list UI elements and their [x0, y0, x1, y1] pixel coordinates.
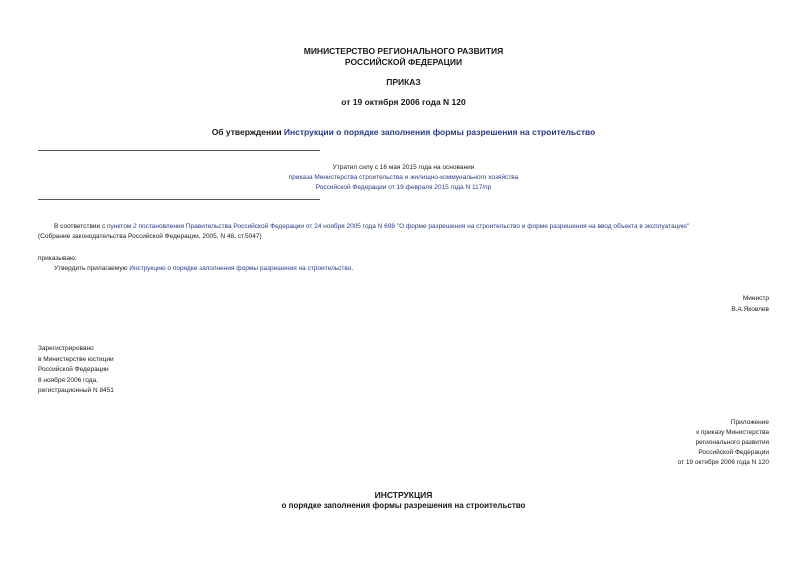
p2-start: Утвердить прилагаемую	[54, 265, 130, 272]
registration-line-3: Российской Федерации	[38, 366, 109, 373]
instruction-subtitle: о порядке заполнения формы разрешения на строительство	[281, 501, 526, 510]
notice-link-line-3[interactable]: Российской Федерации от 19 февраля 2015 года N 117/пр	[315, 184, 492, 191]
registration-line-5: регистрационный N 8451	[38, 387, 114, 394]
notice-line-1: Утратил силу с 16 мая 2015 года на основании	[332, 164, 475, 171]
document-title	[0, 127, 807, 137]
ministry-line-1: МИНИСТЕРСТВО РЕГИОНАЛЬНОГО РАЗВИТИЯ	[303, 46, 504, 56]
appendix-line-1: Приложение	[730, 419, 769, 426]
title-prefix: Об утверждении	[211, 127, 284, 137]
p1-start: В соответствии с	[54, 223, 108, 230]
notice-link-line-2[interactable]: приказа Министерства строительства и жилищно-коммунального хозяйства	[288, 174, 519, 181]
divider-top	[38, 150, 320, 151]
doc-date: от 19 октября 2006 года N 120	[341, 97, 466, 107]
paragraph-1	[54, 223, 689, 230]
p2-end: .	[351, 265, 354, 272]
appendix-line-5: от 19 октября 2006 года N 120	[677, 459, 769, 466]
signature-name: В.А.Яковлев	[731, 306, 769, 313]
paragraph-1-end: (Собрание законодательства Российской Федерации, 2005, N 48, ст.5047)	[38, 233, 262, 240]
appendix-line-3: регионального развития	[695, 439, 769, 446]
registration-line-4: 8 ноября 2006 года,	[38, 377, 98, 384]
paragraph-2	[54, 265, 353, 272]
signature-position: Министр	[742, 295, 769, 302]
order-word: приказываю:	[38, 255, 77, 262]
appendix-line-2: к приказу Министерства	[696, 429, 769, 436]
registration-line-1: Зарегистрировано	[38, 345, 94, 352]
appendix-line-4: Российской Федерации	[698, 449, 769, 456]
p2-instruction-link[interactable]: Инструкцию о порядке заполнения формы разрешения на строительство	[129, 265, 352, 272]
doc-type: ПРИКАЗ	[386, 77, 421, 87]
registration-line-2: в Министерстве юстиции	[38, 356, 114, 363]
title-instruction-link[interactable]: Инструкции о порядке заполнения формы разрешения на строительство	[283, 127, 596, 137]
divider-bottom	[38, 199, 320, 200]
ministry-line-2: РОССИЙСКОЙ ФЕДЕРАЦИИ	[344, 57, 463, 67]
instruction-title: ИНСТРУКЦИЯ	[374, 490, 433, 500]
p1-resolution-link[interactable]: пунктом 2 постановления Правительства Российской Федерации от 24 ноября 2005 года N 698 "О форме разрешения на строительство и форме разрешения на ввод объекта в эксплуатацию"	[107, 223, 690, 230]
